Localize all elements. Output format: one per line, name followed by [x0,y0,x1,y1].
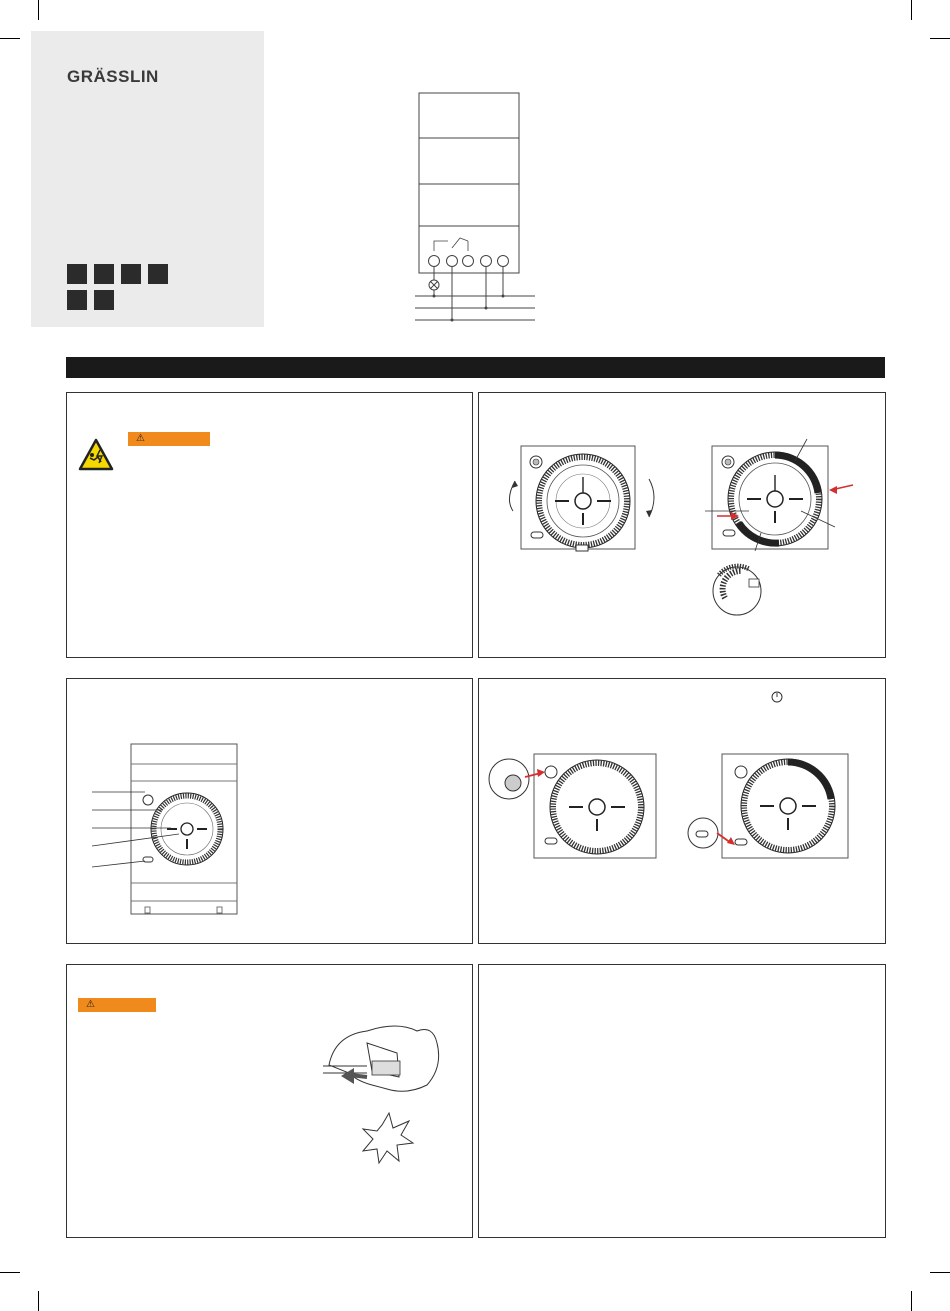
language-square [121,264,141,284]
timer-device-front [509,446,654,551]
wiring-diagram [410,88,540,328]
crop-mark [38,1291,39,1311]
warning-bar [128,432,210,446]
crop-mark [911,0,912,20]
device-overview-panel [66,678,473,944]
brand-logo: GRÄSSLIN [67,67,159,86]
timer-device-segments [705,439,853,551]
timer-dial-illustration [479,393,885,657]
crop-mark [930,38,950,39]
language-square [148,264,168,284]
dial-setting-panel [478,392,886,658]
battery-panel [66,964,473,1238]
crop-mark [0,38,20,39]
safety-panel [66,392,473,658]
language-square [94,290,114,310]
section-header-bar [66,357,885,378]
language-square [94,264,114,284]
segment-detail-zoom [713,566,761,615]
language-square [67,264,87,284]
warning-icon: ⚠ [86,999,95,1010]
crop-mark [911,1291,912,1311]
crop-mark [38,0,39,20]
notes-panel [478,964,886,1238]
crop-mark [930,1272,950,1273]
battery-insert-illustration [67,965,472,1237]
mode-switch-illustration [479,679,885,943]
crop-mark [0,1272,20,1273]
language-square [67,290,87,310]
device-overview-illustration [67,679,472,943]
warning-icon: ⚠ [136,433,145,444]
electric-shock-icon [78,438,114,472]
clock-icon [772,692,782,702]
mode-setting-panel [478,678,886,944]
